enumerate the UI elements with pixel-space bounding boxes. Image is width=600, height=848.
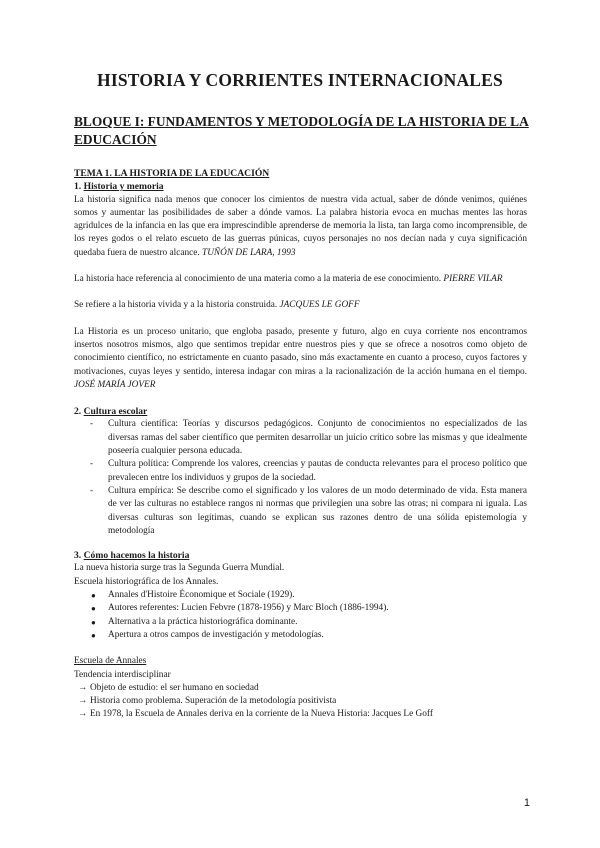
document-body: [74, 167, 527, 722]
bullet-marker: ●: [91, 591, 96, 601]
section-3-heading: [74, 549, 527, 562]
list-item-text: Objeto de estudio: el ser humano en sociedad: [90, 682, 259, 693]
escuela-annales-heading: Escuela de Annales: [74, 656, 147, 667]
page-number: 1: [523, 797, 530, 809]
section-2-heading: [74, 405, 527, 418]
paragraph-author: TUÑÓN DE LARA, 1993: [202, 247, 296, 258]
list-item-text: Cultura política: Comprende los valores, creencias y pautas de conducta relevantes para el proceso político que prevalecen entre los individuos y grupos de la sociedad.: [108, 459, 527, 483]
section-1-number: 1.: [74, 181, 82, 193]
cultura-list: [74, 418, 527, 538]
section-3-number: 3.: [74, 550, 82, 562]
list-item: [74, 695, 527, 708]
list-item: [74, 629, 527, 642]
list-item: [74, 485, 527, 538]
paragraph-legoff: [74, 299, 527, 312]
bloque-heading: BLOQUE I: FUNDAMENTOS Y METODOLOGÍA DE LA HISTORIA DE LA EDUCACIÓN: [74, 114, 529, 147]
list-item: [74, 616, 527, 629]
paragraph-author: PIERRE VILAR: [443, 274, 503, 285]
list-item: [74, 708, 527, 721]
list-item: [74, 458, 527, 485]
annales-arrows: [74, 682, 527, 722]
annales-line: Escuela historiográfica de los Annales.: [74, 576, 219, 587]
section-1-heading: [74, 180, 527, 193]
bullet-marker: ●: [91, 604, 96, 614]
list-item: [74, 682, 527, 695]
paragraph-author: JOSÉ MARÍA JOVER: [74, 379, 156, 390]
paragraph-text: Se refiere a la historia vivida y a la historia construida.: [74, 300, 278, 311]
dash-marker: -: [90, 419, 94, 430]
nueva-historia-line: La nueva historia surge tras la Segunda Guerra Mundial.: [74, 563, 285, 574]
tendencia-line: Tendencia interdisciplinar: [74, 669, 171, 680]
list-item-text: Cultura empírica: Se describe como el significado y los valores de un modo determinado de vida. Esta manera de ver las culturas no establece rangos ni normas que privilegien una sobre las otras; ni compara ni iguala. Las diversas culturas son legítimas, cuando se explican sus razones dentro de una sólida epistemología y metodología: [108, 485, 527, 536]
paragraph-tunon: [74, 194, 527, 260]
paragraph-text: La historia hace referencia al conocimiento de una materia como a la materia de ese conocimiento.: [74, 274, 442, 285]
arrow-right-icon: →: [78, 696, 88, 707]
arrow-right-icon: →: [78, 709, 88, 720]
section-3-title: Cómo hacemos la historia: [83, 550, 190, 562]
arrow-right-icon: →: [78, 682, 88, 693]
annales-bullets: [74, 589, 527, 642]
bullet-marker: ●: [91, 617, 96, 627]
paragraph-author: JACQUES LE GOFF: [279, 300, 360, 311]
list-item-text: Historia como problema. Superación de la metodología positivista: [90, 696, 337, 707]
dash-marker: -: [90, 485, 94, 496]
section-1-title: Historia y memoria: [83, 181, 164, 193]
paragraph-text: La historia significa nada menos que conocer los cimientos de nuestra vida actual, saber de dónde venimos, quiénes somos y aumentar las posibilidades de saber a dónde vamos. La palabra historia evoca en muchas mentes las horas agridulces de la infancia en las que era imprescindible aprenderse de memoria la lista, tan larga como incomprensible, de los reyes godos o el relato escueto de las guerras púnicas, cuyos personajes no nos decían nada y cuya significación quedaba fuera de nuestro alcance.: [74, 194, 527, 258]
section-2-number: 2.: [74, 406, 82, 418]
list-item-text: Annales d'Histoire Économique et Sociale (1929).: [108, 590, 295, 601]
list-item-text: Apertura a otros campos de investigación y metodologías.: [108, 629, 324, 640]
list-item-text: En 1978, la Escuela de Annales deriva en la corriente de la Nueva Historia: Jacques Le Goff: [90, 709, 433, 720]
section-2-title: Cultura escolar: [83, 406, 148, 418]
dash-marker: -: [90, 459, 94, 470]
list-item-text: Alternativa a la práctica historiográfica dominante.: [108, 616, 298, 627]
tema-heading: TEMA 1. LA HISTORIA DE LA EDUCACIÓN: [74, 168, 270, 179]
paragraph-jover: [74, 326, 527, 392]
bullet-marker: ●: [91, 630, 96, 640]
document-title: HISTORIA Y CORRIENTES INTERNACIONALES: [97, 70, 503, 90]
list-item-text: Autores referentes: Lucien Febvre (1878-1956) y Marc Bloch (1886-1994).: [108, 603, 389, 614]
paragraph-vilar: [74, 273, 527, 286]
list-item-text: Cultura científica: Teorías y discursos pedagógicos. Conjunto de conocimientos no especializados de las diversas ramas del saber científico que permiten desarrollar un juicio crítico sobre las mismas y que idealmente poseería cualquier persona educada.: [108, 419, 527, 457]
list-item: [74, 602, 527, 615]
list-item: [74, 589, 527, 602]
list-item: [74, 418, 527, 458]
paragraph-text: La Historia es un proceso unitario, que engloba pasado, presente y futuro, algo en cuya corriente nos encontramos insertos nosotros mismos, algo que sentimos trepidar entre nuestros pies y que se ofrece a nosotros como objeto de conocimiento científico, no estrictamente en cuanto pasado, sino más exactamente en cuanto a proceso, cuyos factores y motivaciones, cuyas leyes y sentido, interesa indagar con miras a la racionalización de la acción humana en el tiempo.: [74, 326, 527, 377]
